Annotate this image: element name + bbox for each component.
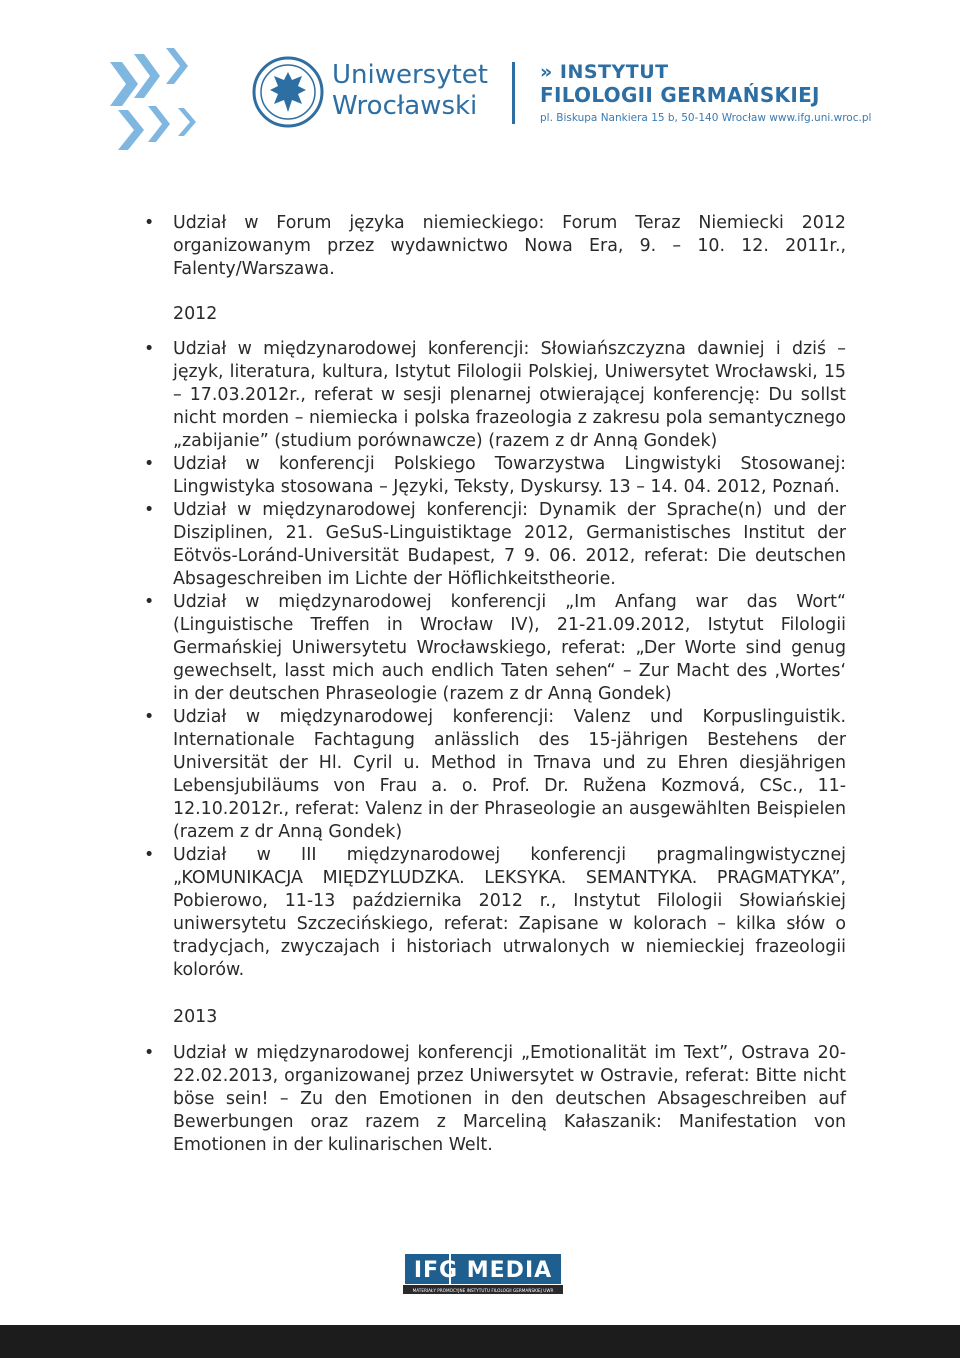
header-divider	[512, 62, 515, 124]
footer-bar	[0, 1325, 960, 1358]
list-item: • Udział w międzynarodowej konferencji: Dynamik der Sprache(n) und der Disziplinen, 21. GeSuS-Linguistiktage 2012, Germanistisches Institut der Eötvös-Loránd-Universität Budapest, 7 9. 06. 2012, referat: Die deutschen Absageschreiben im Lichte der Höflichkeitstheorie.	[140, 499, 846, 591]
bullet-list-2012	[140, 338, 846, 982]
letterhead	[0, 0, 960, 170]
university-name-line2: Wrocławski	[332, 91, 478, 121]
document-body	[140, 212, 846, 1157]
institute-line2: FILOLOGII GERMAŃSKIEJ	[540, 83, 820, 107]
list-item: • Udział w konferencji Polskiego Towarzystwa Lingwistyki Stosowanej: Lingwistyka stosowana – Języki, Teksty, Dyskursy. 13 – 14. 04. 2012, Poznań.	[140, 453, 846, 499]
list-item: • Udział w międzynarodowej konferencji „Im Anfang war das Wort“ (Linguistische Treffen in Wrocław IV), 21-21.09.2012, Istytut Filologii Germańskiej Uniwersytetu Wrocławskiego, referat: „Der Worte sind genug gewechselt, lasst mich auch endlich Taten sehen“ – Zur Macht des ‚Wortes‘ in der deutschen Phraseologie (razem z dr Anną Gondek)	[140, 591, 846, 706]
institute-block	[540, 62, 871, 125]
year-heading-2013: 2013	[173, 1007, 218, 1027]
year-heading-2012: 2012	[173, 304, 218, 324]
list-item: • Udział w Forum języka niemieckiego: Forum Teraz Niemiecki 2012 organizowanym przez wydawnictwo Nowa Era, 9. – 10. 12. 2011r., Falenty/Warszawa.	[140, 212, 846, 281]
list-item: • Udział w międzynarodowej konferencji „Emotionalität im Text”, Ostrava 20-22.02.2013, organizowanej przez Uniwersytet w Ostravie, referat: Bitte nicht böse sein! – Zu den Emotionen in den deutschen Absageschreiben auf Bewerbungen oraz razem z Marceliną Kałaszanik: Manifestation von Emotionen in der kulinarischen Welt.	[140, 1042, 846, 1157]
list-item: • Udział w III międzynarodowej konferencji pragmalingwistycznej „KOMUNIKACJA MIĘDZYLUDZKA. LEKSYKA. SEMANTYKA. PRAGMATYKA”, Pobierowo, 11-13 października 2012 r., Instytut Filologii Słowiańskiej uniwersytetu Szczecińskiego, referat: Zapisane w kolorach – kilka słów o tradycjach, zwyczajach i historiach utrwalonych w niemieckiej frazeologii kolorów.	[140, 844, 846, 982]
university-name	[332, 60, 488, 122]
bullet-list-2013	[140, 1042, 846, 1157]
logo-text: IFG MEDIA	[413, 1258, 553, 1283]
institute-address: pl. Biskupa Nankiera 15 b, 50-140 Wrocław www.ifg.uni.wroc.pl	[540, 112, 872, 124]
logo-tagline: MATERIAŁY PROMOCYJNE INSTYTUTU FILOLOGII GERMAŃSKIEJ UWR	[412, 1288, 554, 1293]
institute-line1: » INSTYTUT	[540, 61, 669, 83]
bullet-list-prev	[140, 212, 846, 281]
list-item: • Udział w międzynarodowej konferencji: Słowiańszczyzna dawniej i dziś – język, literatura, kultura, Istytut Filologii Polskiej, Uniwersytet Wrocławski, 15 – 17.03.2012r., referat w sesji plenarnej otwierającej konferencję: Du sollst nicht morden – niemiecka i polska frazeologia z zakresu pola semantycznego „zabijanie” (studium porównawcze) (razem z dr Anną Gondek)	[140, 338, 846, 453]
chevrons-logo-icon	[108, 48, 218, 158]
ifg-media-logo	[403, 1252, 563, 1294]
university-name-line1: Uniwersytet	[332, 60, 488, 90]
list-item: • Udział w międzynarodowej konferencji: Valenz und Korpuslinguistik. Internationale Fachtagung anlässlich des 15-jährigen Bestehens der Universität der Hl. Cyril u. Method in Trnava und zu Ehren diesjährigen Lebensjubiläums von Frau a. o. Prof. Dr. Ružena Kozmová, CSc., 11-12.10.2012r., referat: Valenz in der Phraseologie an ausgewählten Beispielen (razem z dr Anną Gondek)	[140, 706, 846, 844]
university-seal-icon	[252, 56, 324, 128]
